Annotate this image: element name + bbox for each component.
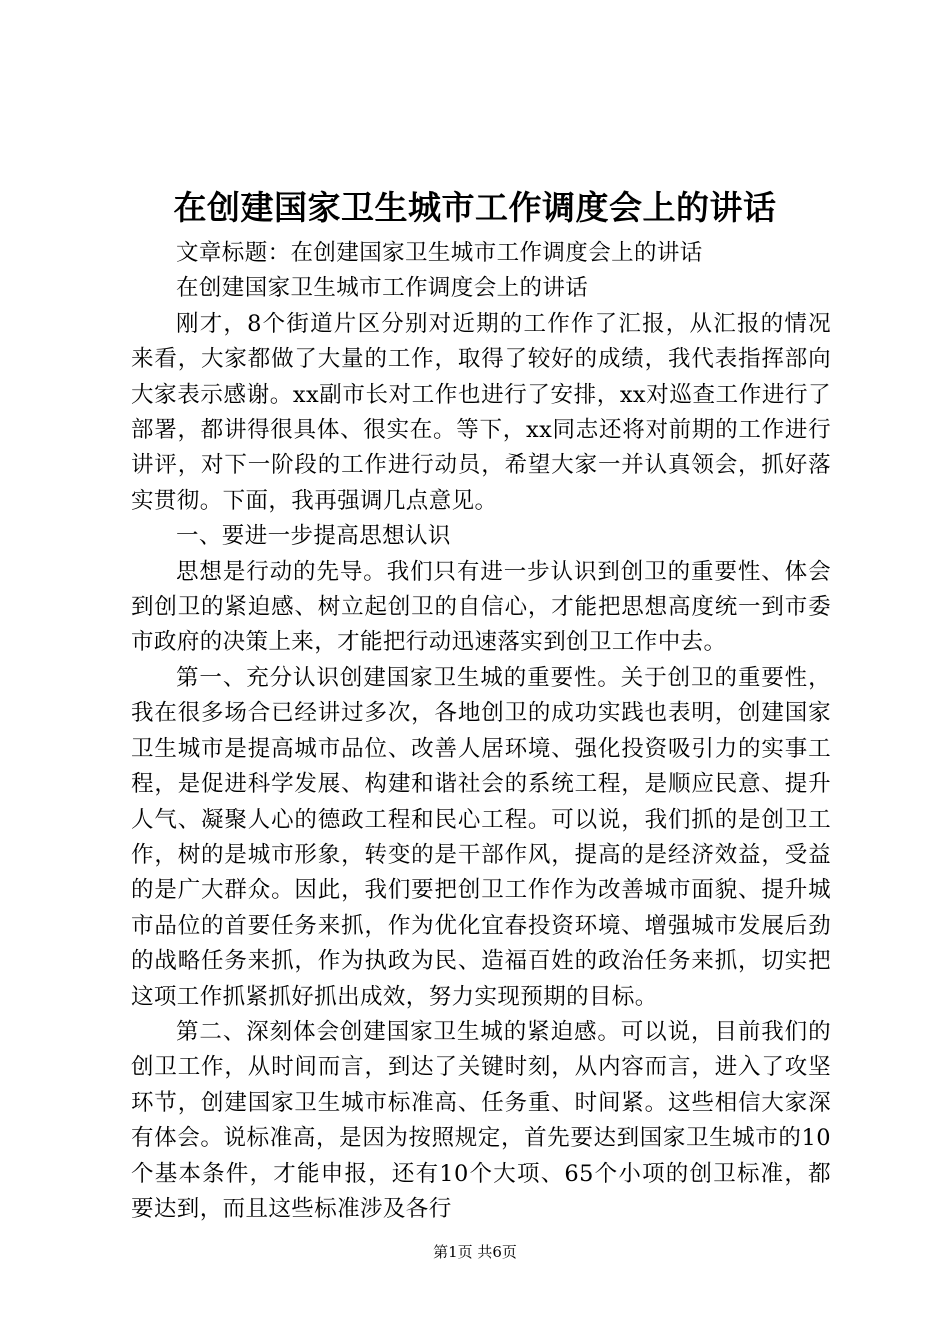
document-title: 在创建国家卫生城市工作调度会上的讲话 xyxy=(173,188,777,227)
page-number-footer: 第1页 共6页 xyxy=(433,1243,517,1261)
body-paragraph: 思想是行动的先导。我们只有进一步认识到创卫的重要性、体会到创卫的紧迫感、树立起创卫的自信心，才能把思想高度统一到市委市政府的决策上来，才能把行动迅速落实到创卫工作中去。 xyxy=(131,558,831,656)
body-paragraph: 第二、深刻体会创建国家卫生城的紧迫感。可以说，目前我们的创卫工作，从时间而言，到达了关键时刻，从内容而言，进入了攻坚环节，创建国家卫生城市标准高、任务重、时间紧。这些相信大家深有体会。说标准高，是因为按照规定，首先要达到国家卫生城市的10个基本条件，才能申报，还有10个大项、65个小项的创卫标准，都要达到，而且这些标准涉及各行 xyxy=(131,1018,831,1222)
document-body xyxy=(131,236,831,1227)
body-paragraph: 刚才，8个街道片区分别对近期的工作作了汇报，从汇报的情况来看，大家都做了大量的工作，取得了较好的成绩，我代表指挥部向大家表示感谢。xx副市长对工作也进行了安排，xx对巡查工作进行了部署，都讲得很具体、很实在。等下，xx同志还将对前期的工作进行讲评，对下一阶段的工作进行动员，希望大家一并认真领会，抓好落实贯彻。下面，我再强调几点意见。 xyxy=(131,310,831,514)
section-heading: 一、要进一步提高思想认识 xyxy=(176,523,451,550)
speech-title-line: 在创建国家卫生城市工作调度会上的讲话 xyxy=(176,275,589,302)
body-paragraph: 第一、充分认识创建国家卫生城的重要性。关于创卫的重要性，我在很多场合已经讲过多次，各地创卫的成功实践也表明，创建国家卫生城市是提高城市品位、改善人居环境、强化投资吸引力的实事工程，是促进科学发展、构建和谐社会的系统工程，是顺应民意、提升人气、凝聚人心的德政工程和民心工程。可以说，我们抓的是创卫工作，树的是城市形象，转变的是干部作风，提高的是经济效益，受益的是广大群众。因此，我们要把创卫工作作为改善城市面貌、提升城市品位的首要任务来抓，作为优化宜春投资环境、增强城市发展后劲的战略任务来抓，作为执政为民、造福百姓的政治任务来抓，切实把这项工作抓紧抓好抓出成效，努力实现预期的目标。 xyxy=(131,664,831,1010)
article-heading-line: 文章标题：在创建国家卫生城市工作调度会上的讲话 xyxy=(176,240,703,266)
